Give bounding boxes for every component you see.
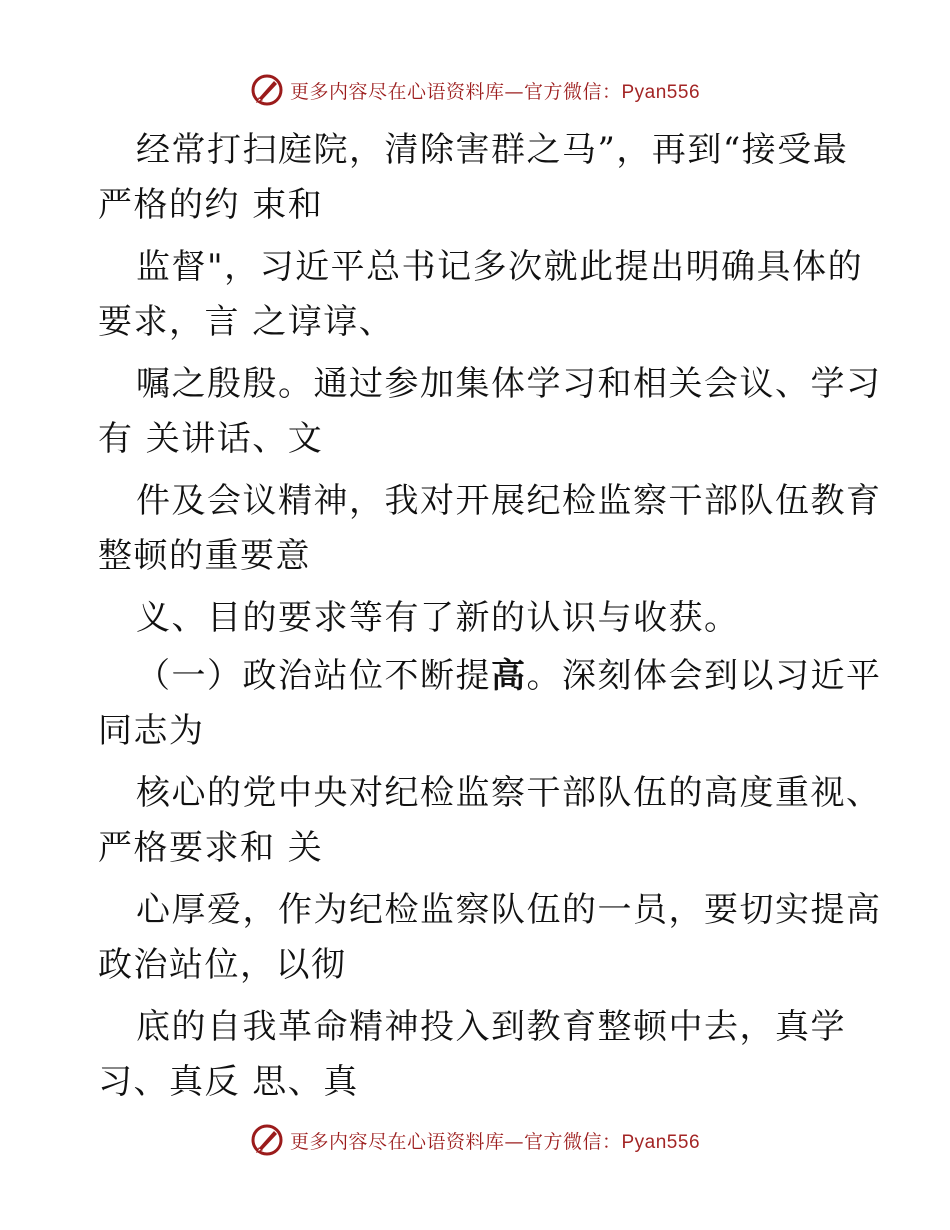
text-line: 义、目的要求等有了新的认识与收获。	[136, 598, 740, 638]
wechat-id: Pyan556	[621, 81, 701, 103]
section-heading: （一）政治站位不断提	[136, 656, 491, 696]
text-line: 有 关讲话、文	[98, 419, 324, 459]
text-line: 严格要求和 关	[98, 828, 324, 868]
text-line: 核心的党中央对纪检监察干部队伍的高度重视、	[136, 773, 882, 813]
text-line: 监督"，习近平总书记多次就此提出明确具体的	[136, 247, 864, 287]
header-watermark	[0, 70, 950, 110]
text-line: 政治站位，以彻	[98, 945, 347, 985]
text-line: 心厚爱，作为纪检监察队伍的一员，要切实提高	[136, 890, 882, 930]
watermark-text: 更多内容尽在心语资料库—官方微信：Pyan556	[289, 1130, 701, 1153]
text-line: 习、真反 思、真	[98, 1062, 359, 1102]
quill-pen-circle-icon	[250, 73, 284, 107]
footer-watermark	[0, 1120, 950, 1160]
heading-continuation: 。深刻体会到以习近平	[526, 656, 882, 696]
watermark-text: 更多内容尽在心语资料库—官方微信：Pyan556	[289, 80, 701, 103]
heading-emphasis: 高	[491, 656, 527, 696]
section-heading-line	[136, 656, 882, 696]
text-line: 严格的约 束和	[98, 185, 324, 225]
text-line: 件及会议精神，我对开展纪检监察干部队伍教育	[136, 481, 882, 521]
text-line: 嘱之殷殷。通过参加集体学习和相关会议、学习	[136, 364, 882, 404]
text-line: 整顿的重要意	[98, 536, 311, 576]
wechat-id: Pyan556	[621, 1131, 701, 1153]
quill-pen-circle-icon	[250, 1123, 284, 1157]
text-line: 经常打扫庭院，清除害群之马”，再到“接受最	[136, 130, 849, 170]
text-line: 同志为	[98, 711, 205, 751]
text-line: 要求，言 之谆谆、	[98, 302, 395, 342]
text-line: 底的自我革命精神投入到教育整顿中去，真学	[136, 1007, 846, 1047]
